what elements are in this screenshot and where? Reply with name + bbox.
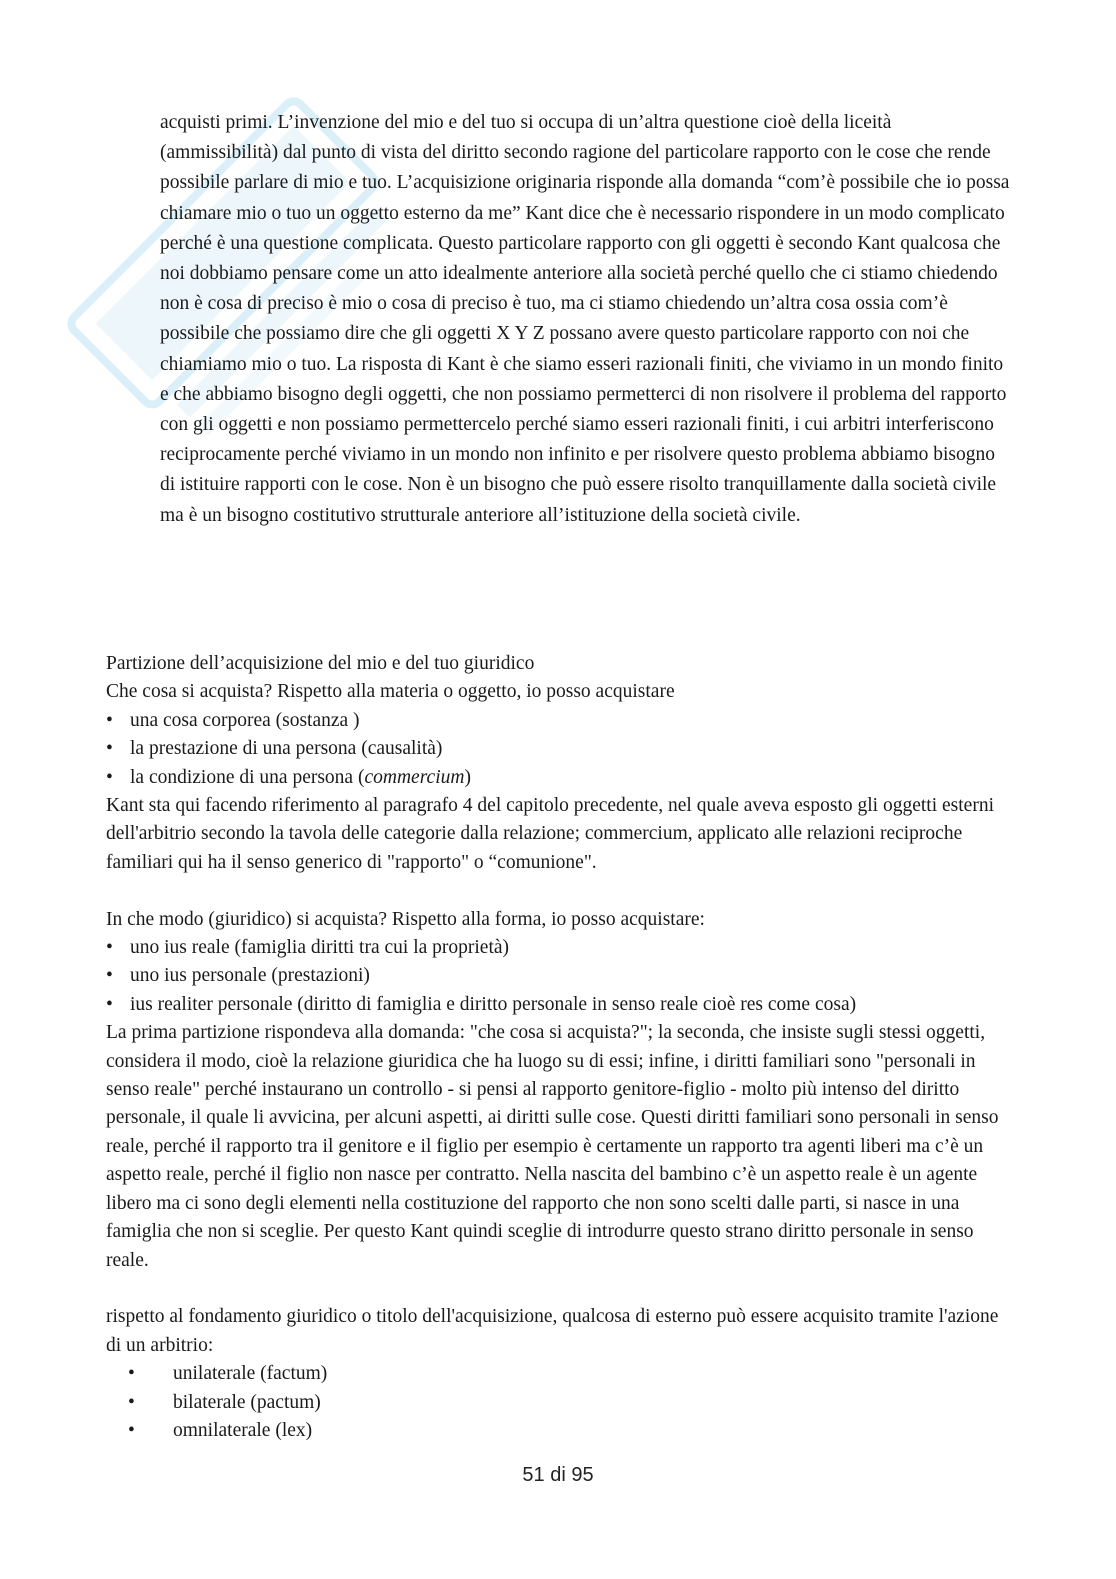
section2-bullet-list bbox=[106, 934, 1011, 1019]
list-item bbox=[106, 962, 1011, 990]
blank-line bbox=[106, 877, 1011, 905]
list-item bbox=[106, 1360, 1011, 1388]
list-item bbox=[106, 735, 1011, 763]
list-item bbox=[106, 764, 1011, 792]
list-item-text: omnilaterale (lex) bbox=[173, 1419, 313, 1441]
intro-indented-paragraph bbox=[160, 108, 1010, 531]
bullet-icon: • bbox=[128, 1391, 135, 1413]
bullet-icon: • bbox=[106, 738, 113, 760]
list-item bbox=[106, 1389, 1011, 1417]
section1-bullet-list bbox=[106, 707, 1011, 792]
section1-heading: Partizione dell’acquisizione del mio e del tuo giuridico bbox=[106, 653, 535, 674]
section3-bullet-list bbox=[106, 1360, 1011, 1445]
bullet-icon: • bbox=[106, 766, 113, 788]
section1-paragraph: Kant sta qui facendo riferimento al paragrafo 4 del capitolo precedente, nel quale aveva esposto gli oggetti esterni dell'arbitrio secondo la tavola delle categorie dalla relazione; commercium, applicato alle relazioni reciproche familiari qui ha il senso generico di "rapporto" o “comunione". bbox=[106, 795, 994, 873]
section3-intro: rispetto al fondamento giuridico o titolo dell'acquisizione, qualcosa di esterno può essere acquisito tramite l'azione di un arbitrio: bbox=[106, 1306, 999, 1356]
list-item-text: la prestazione di una persona (causalità) bbox=[130, 738, 443, 760]
list-item-text: bilaterale (pactum) bbox=[173, 1391, 321, 1413]
bullet-icon: • bbox=[106, 965, 113, 987]
section2-paragraph: La prima partizione rispondeva alla domanda: "che cosa si acquista?"; la seconda, che insiste sugli stessi oggetti, considera il modo, cioè la relazione giuridica che ha luogo su di essi; infine, i diritti familiari sono "personali in senso reale" perché instaurano un controllo - si pensi al rapporto genitore-figlio - molto più intenso del diritto personale, il quale li avvicina, per alcuni aspetti, ai diritti sulle cose. Questi diritti familiari sono personali in senso reale, perché il rapporto tra il genitore e il figlio per esempio è certamente un rapporto tra agenti liberi ma c’è un aspetto reale, perché il figlio non nasce per contratto. Nella nascita del bambino c’è un aspetto reale è un agente libero ma ci sono degli elementi nella costituzione del rapporto che non sono scelti dalle parti, si nasce in una famiglia che non si sceglie. Per questo Kant quindi sceglie di introdurre questo strano diritto personale in senso reale. bbox=[106, 1022, 999, 1271]
blank-line bbox=[106, 1275, 1011, 1303]
list-item bbox=[106, 1417, 1011, 1445]
list-item-text: la condizione di una persona ( bbox=[130, 766, 365, 788]
bullet-icon: • bbox=[128, 1363, 135, 1385]
list-item-text-end: ) bbox=[464, 766, 471, 788]
bullet-icon: • bbox=[106, 709, 113, 731]
list-item-text: ius realiter personale (diritto di famiglia e diritto personale in senso reale cioè res come cosa) bbox=[130, 993, 857, 1015]
list-item bbox=[106, 991, 1011, 1019]
list-item bbox=[106, 934, 1011, 962]
intro-paragraph-text: acquisti primi. L’invenzione del mio e del tuo si occupa di un’altra questione cioè della liceità (ammissibilità) dal punto di vista del diritto secondo ragione del particolare rapporto con le cose che rende possibile parlare di mio e tuo. L’acquisizione originaria risponde alla domanda “com’è possibile che io possa chiamare mio o tuo un oggetto esterno da me” Kant dice che è necessario rispondere in un modo complicato perché è una questione complicata. Questo particolare rapporto con gli oggetti è secondo Kant qualcosa che noi dobbiamo pensare come un atto idealmente anteriore alla società perché quello che ci stiamo chiedendo non è cosa di preciso è mio o cosa di preciso è tuo, ma ci stiamo chiedendo un’altra cosa ossia com’è possibile che possiamo dire che gli oggetti X Y Z possano avere questo particolare rapporto con noi che chiamiamo mio o tuo. La risposta di Kant è che siamo esseri razionali finiti, che viviamo in un mondo finito e che abbiamo bisogno degli oggetti, che non possiamo permetterci di non risolvere il problema del rapporto con gli oggetti e non possiamo permettercelo perché siamo esseri razionali finiti, i cui arbitri interferiscono reciprocamente perché viviamo in un mondo non infinito e per risolvere questo problema abbiamo bisogno di istituire rapporti con le cose. Non è un bisogno che può essere risolto tranquillamente dalla società civile ma è un bisogno costitutivo strutturale anteriore all’istituzione della società civile. bbox=[160, 112, 1010, 526]
bullet-icon: • bbox=[128, 1419, 135, 1441]
list-item-italic-term: commercium bbox=[364, 766, 465, 788]
list-item-text: uno ius reale (famiglia diritti tra cui la proprietà) bbox=[130, 937, 510, 959]
page-number: 51 di 95 bbox=[522, 1464, 594, 1486]
section2-question: In che modo (giuridico) si acquista? Rispetto alla forma, io posso acquistare: bbox=[106, 908, 705, 930]
list-item-text: uno ius personale (prestazioni) bbox=[130, 965, 370, 987]
bullet-icon: • bbox=[106, 937, 113, 959]
main-content bbox=[106, 650, 1011, 1445]
list-item-text: una cosa corporea (sostanza ) bbox=[130, 709, 360, 731]
list-item bbox=[106, 707, 1011, 735]
list-item-text: unilaterale (factum) bbox=[173, 1363, 328, 1385]
bullet-icon: • bbox=[106, 993, 113, 1015]
section1-question: Che cosa si acquista? Rispetto alla materia o oggetto, io posso acquistare bbox=[106, 681, 675, 703]
